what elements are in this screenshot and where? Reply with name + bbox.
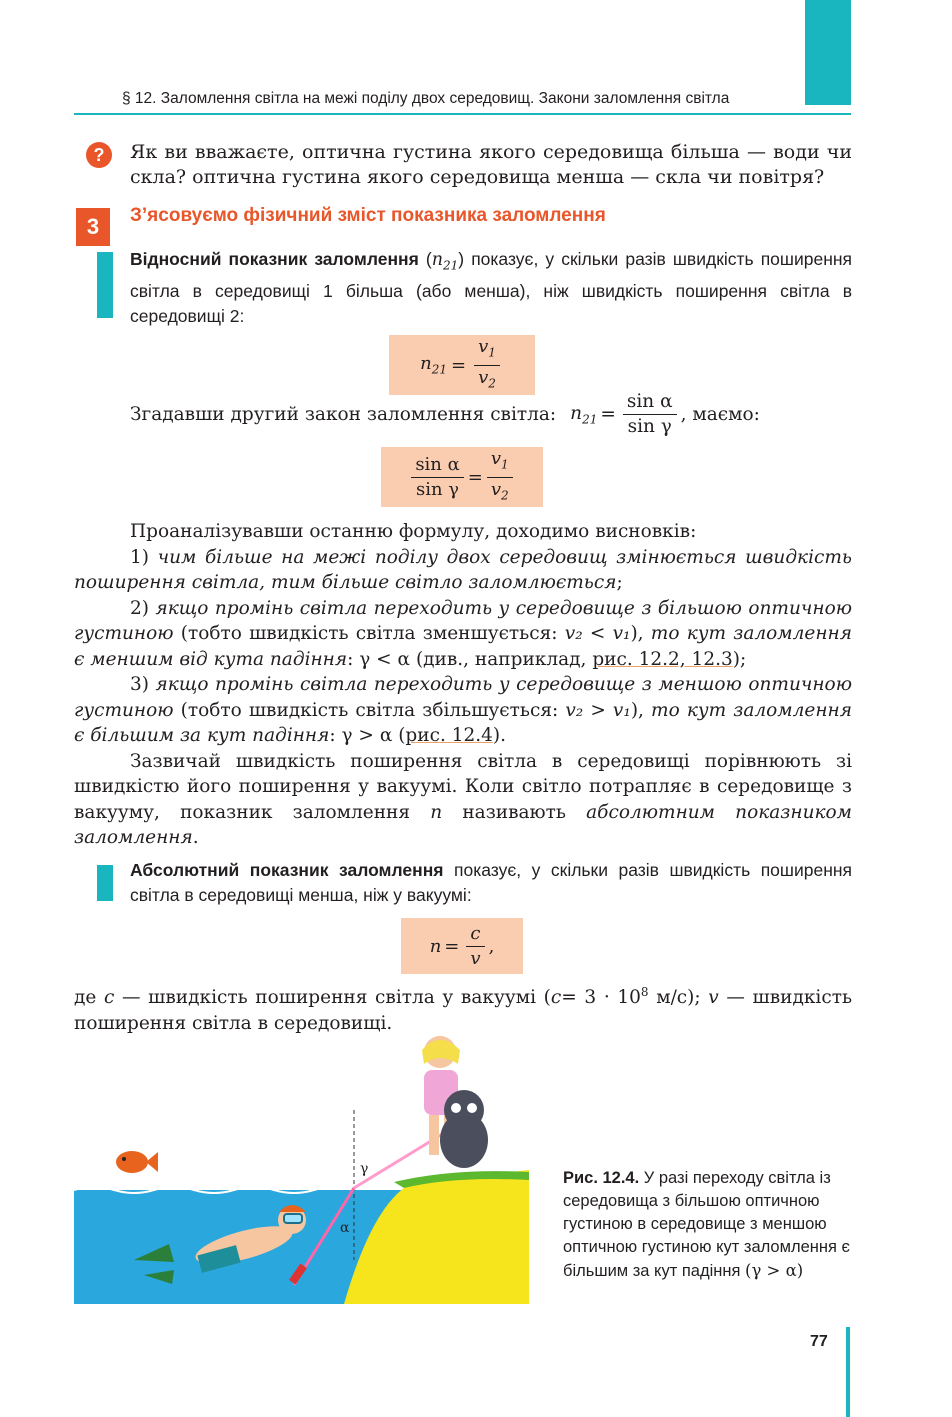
- sine-fraction: $\frac{\text{sin α}}{\text{sin γ}}$: [623, 392, 677, 437]
- girl-and-cat: [422, 1036, 488, 1168]
- section-title: З’ясовуємо фізичний зміст показника заломлення: [130, 205, 606, 226]
- fish: [116, 1151, 158, 1173]
- conclusion-2: 2) якщо промінь світла переходить у середовище з більшою оптичною густиною (тобто швидкість світла зменшується: v₂ < v₁), то кут заломлення є меншим від кута падіння: γ < α (див., наприклад, рис. 12.2, 12.3);: [74, 597, 852, 670]
- gamma-label: γ: [360, 1161, 369, 1177]
- refraction-illustration: [74, 1030, 529, 1304]
- absolute-index-definition: [130, 858, 852, 908]
- conclusion-3: 3) якщо промінь світла переходить у середовище з меншою оптичною густиною (тобто швидкість світла збільшується: v₂ > v₁), то кут заломлення є більшим за кут падіння: γ > α (рис. 12.4).: [74, 674, 852, 746]
- chapter-tab: [805, 0, 851, 105]
- analysis-block: [74, 519, 852, 851]
- header-divider: [74, 113, 851, 115]
- section-number: 3: [76, 208, 110, 246]
- question-text: Як ви вважаєте, оптична густина якого середовища більша — води чи скла? оптична густина якого середовища менша — скла чи повітря?: [130, 141, 852, 188]
- question-icon: ?: [86, 142, 112, 168]
- recall-line: Згадавши другий закон заломлення світла: $n_{21}$ = $\frac{\text{sin α}}{\text{sin γ}}$ , маємо:: [130, 391, 760, 437]
- definition-term: Відносний показник заломлення: [130, 249, 419, 269]
- caption-label: Рис. 12.4.: [563, 1169, 640, 1187]
- alpha-label: α: [340, 1220, 350, 1236]
- definition-marker: [97, 252, 113, 318]
- formula-sine-velocity: $\frac{\text{sin α}}{\text{sin γ}}$ = $\frac{v_1}{v_2}$: [381, 447, 543, 507]
- where-paragraph: де c — швидкість поширення світла у вакуумі ($c= 3 \cdot 10^8$ м/с); v — швидкість поширення світла в середовищі.: [74, 985, 853, 1034]
- page-number: 77: [810, 1333, 828, 1350]
- conclusion-1: 1) чим більше на межі поділу двох середовищ змінюється швидкість поширення світла, тим більше світло заломлюється;: [74, 546, 852, 593]
- analysis-intro: Проаналізувавши останню формулу, доходимо висновків:: [130, 521, 697, 542]
- running-header: § 12. Заломлення світла на межі поділу двох середовищ. Закони заломлення світла: [122, 90, 730, 107]
- relative-index-definition: Відносний показник заломлення $(n_{21})$ показує, у скільки разів швидкість поширення світла в середовищі 1 більша (або менша), ніж швидкість поширення світла в середовищі 2:: [130, 249, 852, 326]
- definition-term: Абсолютний показник заломлення: [130, 860, 444, 880]
- n21-symbol: $n_{21}$: [431, 250, 459, 273]
- vacuum-paragraph: Зазвичай швидкість поширення світла в середовищі порівнюють зі швидкістю його поширення у вакуумі. Коли світло потрапляє в середовище з вакууму, показник заломлення n називають абсолютним показником заломлення.: [74, 750, 853, 848]
- definition-marker: [97, 865, 113, 901]
- formula-absolute-index: n = $\frac{c}{v}$ ,: [401, 918, 523, 974]
- figure-caption: [563, 1167, 853, 1283]
- figure-ref-12-4[interactable]: рис. 12.4: [405, 725, 493, 746]
- page-edge-marker: [846, 1327, 850, 1417]
- definition-body: показує, у скільки разів швидкість поширення світла в середовищі менша, ніж у вакуумі:: [130, 860, 852, 905]
- formula-relative-index: $n_{21}$ = $\frac{v_1}{v_2}$: [389, 335, 535, 395]
- definition-body: показує, у скільки разів швидкість поширення світла в середовищі 1 більша (або менша), ніж швидкість поширення світла в середовищі 2:: [130, 249, 852, 326]
- caption-relation: (γ > α): [745, 1261, 804, 1280]
- figure-ref-12-2[interactable]: рис. 12.2, 12.3: [592, 648, 733, 670]
- caption-text: У разі переходу світла із середовища з більшою оптичною густиною в середовище з меншою оптичною густиною кут заломлення є більшим за кут падіння: [563, 1169, 850, 1280]
- fraction: $\frac{v_1}{v_2}$: [474, 337, 500, 393]
